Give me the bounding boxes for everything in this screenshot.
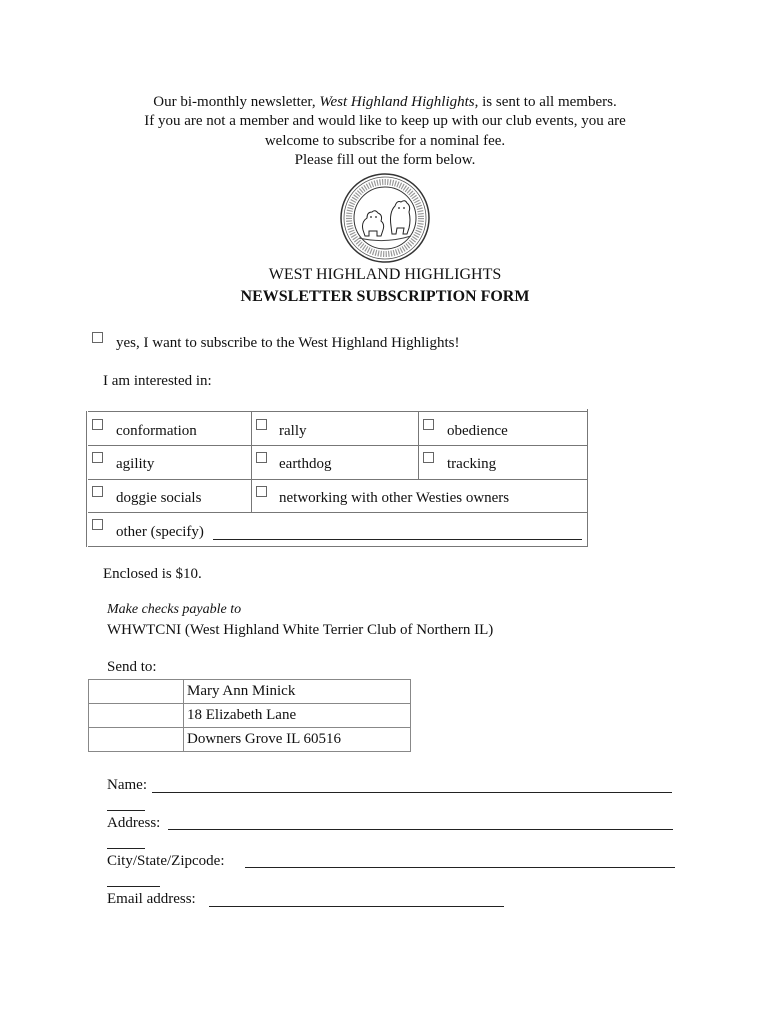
table-row (89, 704, 411, 728)
earthdog-label: earthdog (279, 456, 332, 472)
form-title: WEST HIGHLAND HIGHLIGHTS (268, 266, 502, 283)
agility-label: agility (116, 456, 155, 472)
payable-label: Make checks payable to (107, 602, 242, 617)
payee-name: WHWTCNI (West Highland White Terrier Club of Northern IL) (107, 622, 494, 638)
agility-checkbox[interactable] (92, 452, 103, 463)
table-row (89, 680, 411, 704)
interests-heading: I am interested in: (103, 373, 212, 389)
name-field-continuation (107, 810, 145, 811)
send-to-city: Downers Grove IL 60516 (184, 728, 411, 752)
tracking-label: tracking (447, 456, 497, 472)
enclosed-amount: Enclosed is $10. (103, 566, 202, 582)
networking-label: networking with other Westies owners (279, 490, 510, 506)
obedience-label: obedience (447, 423, 508, 439)
address-field-continuation (107, 848, 145, 849)
email-label: Email address: (107, 891, 196, 907)
intro-text (0, 93, 770, 170)
other-specify-field[interactable] (213, 539, 582, 540)
subscribe-checkbox[interactable] (92, 332, 103, 343)
email-field[interactable] (209, 906, 504, 907)
doggie-socials-checkbox[interactable] (92, 486, 103, 497)
intro-line-2: If you are not a member and would like to keep up with our club events, you are (144, 113, 626, 130)
intro-line-3: welcome to subscribe for a nominal fee. (264, 132, 506, 149)
intro-line-1: Our bi-monthly newsletter, West Highland Highlights, is sent to all members. (153, 94, 617, 110)
name-label: Name: (107, 777, 147, 793)
send-to-address-table (88, 679, 411, 752)
send-to-street: 18 Elizabeth Lane (184, 704, 411, 728)
address-label: Address: (107, 815, 161, 831)
name-field[interactable] (152, 792, 672, 793)
table-row (89, 728, 411, 752)
other-checkbox[interactable] (92, 519, 103, 530)
city-state-zip-field[interactable] (245, 867, 675, 868)
send-to-name: Mary Ann Minick (184, 680, 411, 704)
obedience-checkbox[interactable] (423, 419, 434, 430)
conformation-label: conformation (116, 423, 197, 439)
rally-label: rally (279, 423, 307, 439)
earthdog-checkbox[interactable] (256, 452, 267, 463)
subscribe-label: yes, I want to subscribe to the West Highland Highlights! (116, 335, 460, 351)
rally-checkbox[interactable] (256, 419, 267, 430)
tracking-checkbox[interactable] (423, 452, 434, 463)
city-state-zip-label: City/State/Zipcode: (107, 853, 225, 869)
address-field[interactable] (168, 829, 673, 830)
other-label: other (specify) (116, 524, 204, 540)
westie-club-seal-icon (339, 172, 431, 264)
form-subtitle: NEWSLETTER SUBSCRIPTION FORM (240, 288, 530, 305)
intro-line-4: Please fill out the form below. (294, 151, 476, 168)
send-to-label: Send to: (107, 659, 157, 675)
conformation-checkbox[interactable] (92, 419, 103, 430)
networking-checkbox[interactable] (256, 486, 267, 497)
city-field-continuation (107, 886, 160, 887)
doggie-socials-label: doggie socials (116, 490, 202, 506)
